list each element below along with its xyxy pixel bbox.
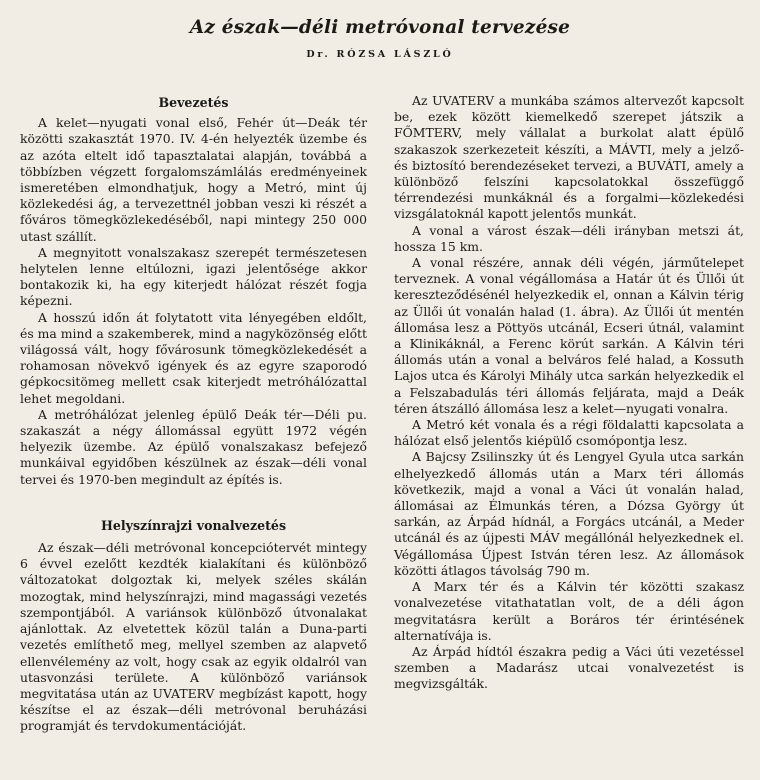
paragraph: A megnyitott vonalszakasz szerepét természetesen helytelen lenne eltúlozni, igazi jelentősége akkor bontakozik ki, ha egy kiterjedt hálózat részét fogja képezni. <box>20 244 367 309</box>
section-heading-intro: Bevezetés <box>158 95 229 110</box>
right-column <box>394 93 744 693</box>
paragraph: Az Árpád hídtól északra pedig a Váci úti vezetéssel szemben a Madarász utcai vonalvezetést is megvizsgálták. <box>394 643 744 692</box>
left-column <box>20 95 367 735</box>
article-title: Az észak—déli metróvonal tervezése <box>189 17 571 38</box>
paragraph: A hosszú időn át folytatott vita lényegében eldőlt, és ma mind a szakemberek, mind a nagyközönség előtt világossá vált, hogy fővárosunk tömegközlekedését a rohamosan növekvő igények és az egyre szaporodó gépkocsitömeg mellett csak kiterjedt metróhálózattal lehet megoldani. <box>20 309 367 406</box>
paragraph: A Metró két vonala és a régi földalatti kapcsolata a hálózat első jelentős kiépülő csomópontja lesz. <box>394 417 744 449</box>
paragraph: A vonal a várost észak—déli irányban metszi át, hossza 15 km. <box>394 222 744 254</box>
paragraph: A vonal részére, annak déli végén, járműtelepet terveznek. A vonal végállomása a Határ út és Üllői út kereszteződésénél helyezkedik el, onnan a Kálvin térig az Üllői út vonalán halad (1. ábra). Az Üllői út mentén állomása lesz a Pöttyös utcánál, Ecseri útnál, valamint a Klinikáknál, a Ferenc körút sarkán. A Kálvin téri állomás után a vonal a belváros felé halad, a Kossuth Lajos utca és Károlyi Mihály utca sarkán helyezkedik el a Felszabadulás téri állomás feljárata, majd a Deák téren átszálló állomása lesz a kelet—nyugati vonalra. <box>394 255 744 416</box>
paragraph: A Bajcsy Zsilinszky út és Lengyel Gyula utca sarkán elhelyezkedő állomás után a Marx téri állomás következik, majd a vonal a Váci út vonalán halad, állomásai az Élmunkás téren, a Dózsa György út sarkán, az Árpád hídnál, a Forgács utcánál, a Meder utcánál és az újpesti MÁV megállónál helyezkednek el. Végállomása Újpest István téren lesz. Az állomások közötti átlagos távolság 790 m. <box>394 449 744 578</box>
paragraph: A metróhálózat jelenleg épülő Deák tér—Déli pu. szakaszát a négy állomással együtt 1972 végén helyezik üzembe. Az épülő vonalszakasz befejező munkáival egyidőben készülnek az észak—déli vonal tervei és 1970-ben megindult az építés is. <box>20 406 367 487</box>
section-heading-route: Helyszínrajzi vonalvezetés <box>100 517 287 533</box>
paragraph: Az észak—déli metróvonal koncepciótervét mintegy 6 évvel ezelőtt kezdték kialakítani és különböző változatokat dolgoztak ki, melyek széles skálán mozogtak, mind helyszínrajzi, mind magassági vezetés szempontjából. A variánsok különböző útvonalakat ajánlottak. Az elvetettek közül talán a Duna-parti vezetés említhető meg, mellyel szemben az alapvető ellenvélemény az volt, hogy csak az egyik oldalról van utasvonzási területe. A különböző variánsok megvitatása után az UVATERV megbízást kapott, hogy készítse el az észak—déli metróvonal beruházási programját és tervdokumentációját. <box>20 540 367 734</box>
paragraph: A Marx tér és a Kálvin tér közötti szakasz vonalvezetése vitathatatlan volt, de a déli ágon megvitatásra került a Boráros tér érintésének alternatívája is. <box>394 579 744 643</box>
paragraph: Az UVATERV a munkába számos altervezőt kapcsolt be, ezek között kiemelkedő szerepet játszik a FŐMTERV, mely vállalat a burkolat alatt épülő szakaszok szerkezeteit készíti, a MÁVTI, mely a jelző- és biztosító berendezéseket tervezi, a BUVÁTI, amely a különböző felszíni kapcsolatokkal összefüggő térrendezési munkáknál és a forgalmi—közlekedési vizsgálatoknál kapott jelentős munkát. <box>394 93 744 222</box>
paragraph: A kelet—nyugati vonal első, Fehér út—Deák tér közötti szakasztát 1970. IV. 4-én helyezték üzembe és az azóta eltelt idő tapasztalatai alapján, továbbá a többízben végzett forgalomszámlálás eredményeinek ismeretében elmondhatjuk, hogy a Metró, mint új közlekedési ág, a tervezettnél jobban veszi ki részét a főváros tömegközlekedéséből, napi mintegy 250 000 utast szállít. <box>20 115 367 244</box>
article-author: Dr. RÓZSA LÁSZLÓ <box>306 49 454 60</box>
